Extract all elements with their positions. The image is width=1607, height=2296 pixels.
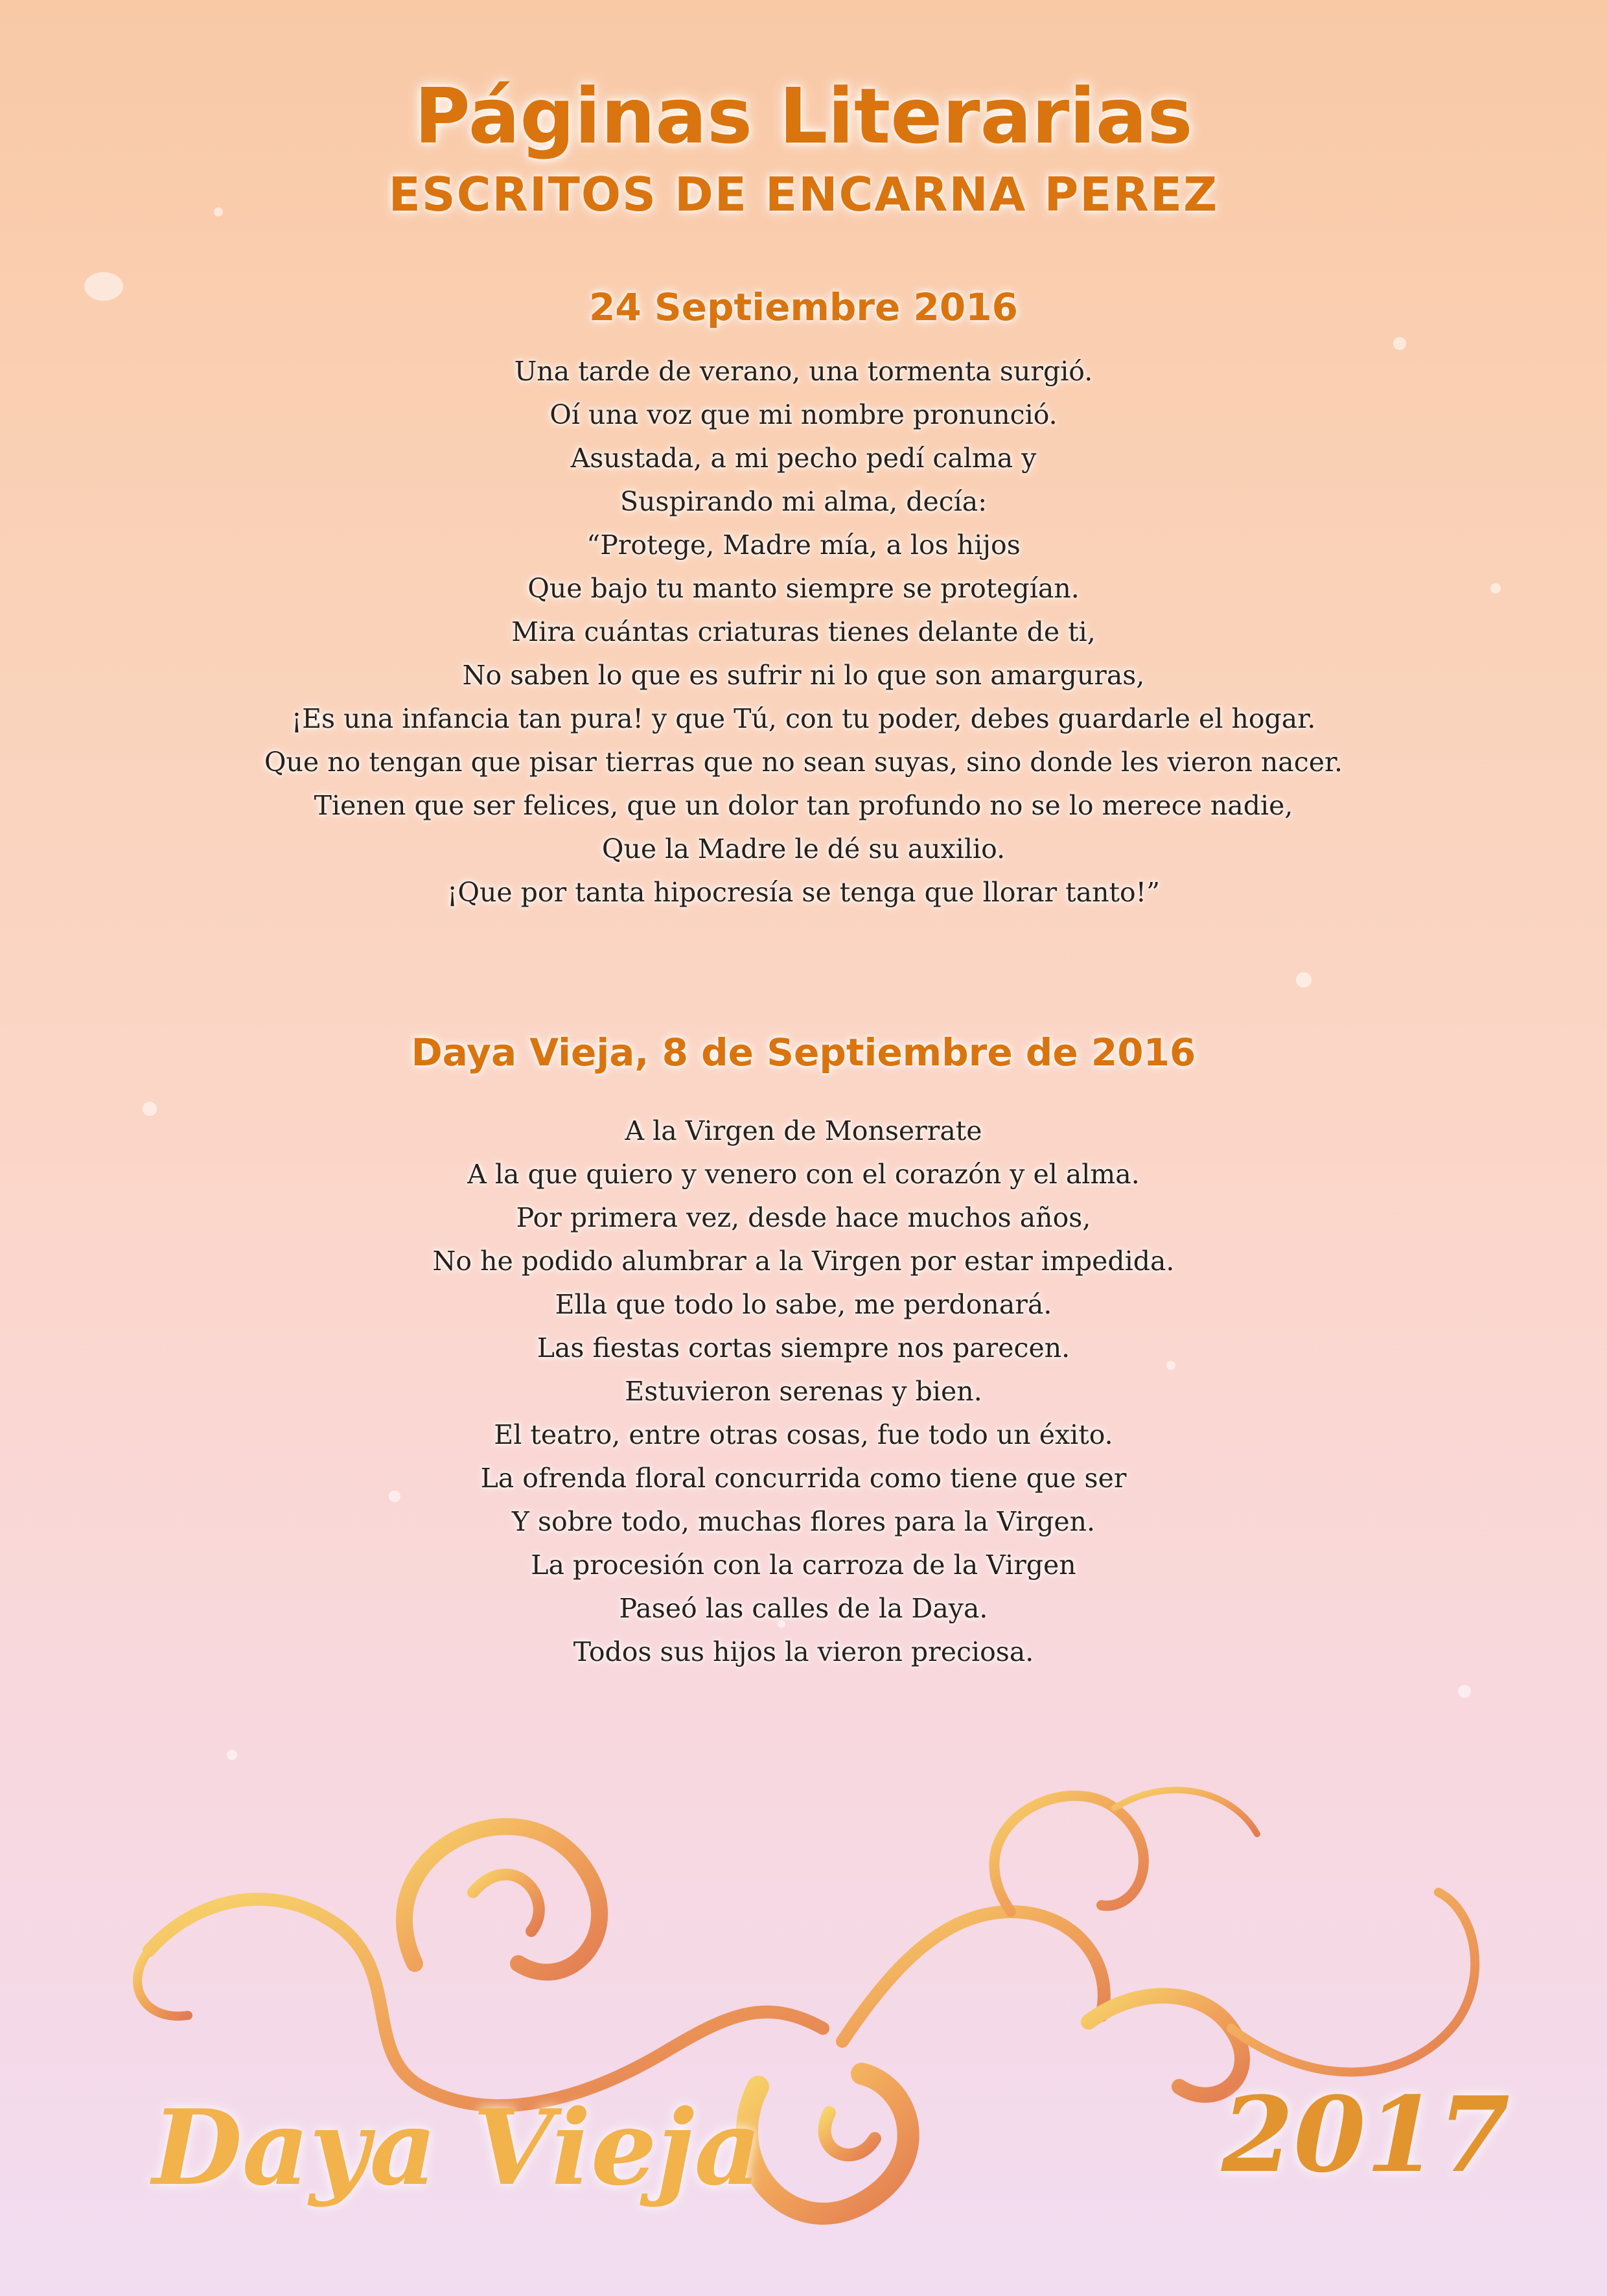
poem-line: A la Virgen de Monserrate (625, 1115, 982, 1146)
poem-line: La ofrenda floral concurrida como tiene que ser (480, 1463, 1127, 1494)
footer-year: 2017 (1221, 2074, 1510, 2196)
poem-line: El teatro, entre otras cosas, fue todo un éxito. (494, 1419, 1113, 1450)
section-date-heading: 24 Septiembre 2016 (589, 285, 1018, 329)
poem-line: ¡Es una infancia tan pura! y que Tú, con tu poder, debes guardarle el hogar. (291, 703, 1316, 734)
poem-line: Que bajo tu manto siempre se protegían. (527, 573, 1080, 604)
poem-line: No he podido alumbrar a la Virgen por estar impedida. (432, 1246, 1175, 1277)
poem-line: Suspirando mi alma, decía: (619, 486, 988, 517)
footer-place-signature: Daya Vieja (152, 2087, 762, 2209)
poem-line: Paseó las calles de la Daya. (619, 1593, 988, 1624)
poem-line: Mira cuántas criaturas tienes delante de ti, (511, 616, 1096, 647)
poem-line: Oí una voz que mi nombre pronunció. (549, 399, 1058, 430)
golden-flourish-ornament (0, 1750, 1607, 2296)
poem-line: Todos sus hijos la vieron preciosa. (573, 1636, 1034, 1667)
page-title: Páginas Literarias (414, 71, 1193, 161)
poem-line: Las fiestas cortas siempre nos parecen. (537, 1332, 1070, 1363)
poem-line: A la que quiero y venero con el corazón y el alma. (467, 1159, 1140, 1190)
poem-line: ¡Que por tanta hipocresía se tenga que llorar tanto!” (446, 877, 1161, 908)
section-date-heading: Daya Vieja, 8 de Septiembre de 2016 (411, 1030, 1196, 1074)
poem-line: Estuvieron serenas y bien. (625, 1376, 982, 1407)
poem-line: Y sobre todo, muchas flores para la Virgen. (511, 1506, 1096, 1537)
poem-line: Que la Madre le dé su auxilio. (601, 833, 1006, 864)
poem-text (0, 350, 1607, 914)
poem-line: Tienen que ser felices, que un dolor tan profundo no se lo merece nadie, (314, 790, 1293, 821)
poem-line: Ella que todo lo sabe, me perdonará. (555, 1289, 1052, 1320)
poem-line: “Protege, Madre mía, a los hijos (586, 529, 1021, 561)
page-subtitle: ESCRITOS DE ENCARNA PEREZ (388, 167, 1219, 222)
poem-line: Que no tengan que pisar tierras que no sean suyas, sino donde les vieron nacer. (264, 747, 1343, 778)
poem-line: No saben lo que es sufrir ni lo que son amarguras, (462, 660, 1145, 691)
poem-line: Por primera vez, desde hace muchos años, (516, 1202, 1091, 1233)
poem-line: Una tarde de verano, una tormenta surgió. (514, 356, 1093, 387)
poem-line: La procesión con la carroza de la Virgen (531, 1549, 1076, 1581)
poem-line: Asustada, a mi pecho pedí calma y (570, 443, 1037, 474)
poem-text (0, 1109, 1607, 1674)
